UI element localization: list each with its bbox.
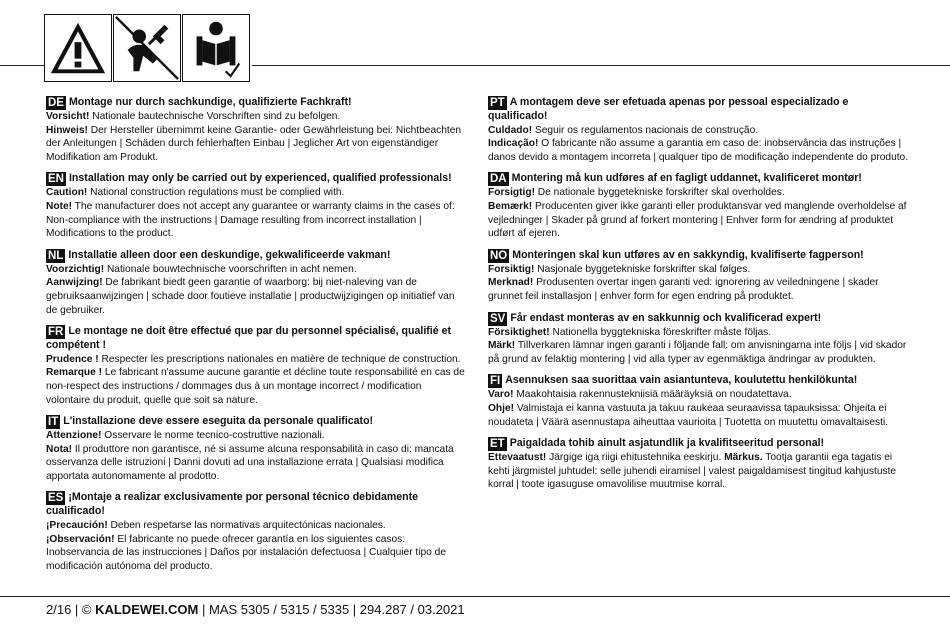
language-block-et: [488, 437, 910, 492]
block-heading: [46, 172, 468, 186]
block-heading: [488, 172, 910, 186]
caution-line: [488, 326, 910, 367]
caution-label: Culdado!: [488, 124, 533, 136]
no-diy-installation-icon: [113, 14, 181, 82]
note-label: Merknad!: [488, 277, 534, 289]
note-text: Valmistaja ei kanna vastuuta ja takuu raukeaa seuraavissa tapauksissa: Ohjeita ei noudateta | Väärä asennustapa aiheuttaa vaurioita | Tuotetta on muutettu omavaltaisesti.: [488, 402, 889, 428]
caution-line: [46, 186, 468, 240]
heading-text: Montering må kun udføres af en fagligt uddannet, kvalificeret montør!: [511, 172, 862, 185]
note-text: Tillverkaren lämnar ingen garanti i följande fall: om anvisningarna inte följs | vid skador på grund av felaktig montering | vid alla typer av egenmäktiga ändringar av produkten.: [488, 340, 907, 365]
caution-line: [488, 263, 910, 304]
block-heading: [488, 437, 910, 451]
note-label: Ohje!: [488, 402, 515, 414]
page-footer: [46, 602, 465, 617]
caution-text: Järgige iga riigi ehitustehnika eeskirju.: [546, 452, 725, 464]
heading-text: Får endast monteras av en sakkunnig och kvalificerad expert!: [510, 311, 822, 324]
caution-text: De nationale byggetekniske forskrifter skal overholdes.: [534, 187, 785, 199]
footer-page: 2/16 | ©: [46, 602, 96, 617]
language-block-es: [46, 491, 468, 573]
caution-line: [46, 429, 468, 483]
note-label: Remarque !: [46, 367, 103, 379]
note-text: O fabricante não assume a garantia em caso de: inobservância das instruções | danos devido a montagem incorreta | qualquer tipo de modificação independente do produto.: [488, 138, 909, 163]
language-block-de: [46, 96, 468, 164]
caution-label: Voorzichtig!: [46, 263, 105, 275]
heading-text: Asennuksen saa suorittaa vain asiantunteva, koulutettu henkilökunta!: [505, 374, 858, 387]
language-block-sv: [488, 312, 910, 367]
heading-text: L'installazione deve essere eseguita da personale qualificato!: [63, 415, 374, 428]
caution-label: Attenzione!: [46, 430, 102, 442]
block-heading: [488, 249, 910, 263]
note-text: Producenten giver ikke garanti eller produktansvar ved manglende overholdelse af vejledninger | Skader på grund af forkert montering | Enhver form for ændring af produktet udført af ejeren.: [488, 200, 907, 240]
caution-text: Nasjonale byggetekniske forskrifter skal følges.: [534, 263, 751, 275]
block-heading: [488, 374, 910, 388]
language-badge: DA: [490, 173, 507, 186]
caution-label: Forsigtig!: [488, 187, 535, 199]
caution-label: Försiktighet!: [488, 326, 550, 338]
note-text: De fabrikant biedt geen garantie of waarborg: bij niet-naleving van de gebruiksaanwijzingen | schade door foutieve installatie | productwijzigingen op initiatief van de gebruiker.: [46, 277, 455, 316]
caution-label: Ettevaatust!: [488, 452, 547, 464]
caution-text: Nationale bautechnische Vorschriften sind zu befolgen.: [89, 111, 341, 122]
caution-line: [488, 388, 910, 429]
caution-text: Nationale bouwtechnische voorschriften in acht nemen.: [104, 263, 357, 275]
caution-label: ¡Precaución!: [46, 520, 108, 532]
block-heading: [46, 415, 468, 429]
caution-line: [46, 519, 468, 573]
caution-text: Respecter les prescriptions nationales en matière de technique de construction.: [98, 353, 461, 365]
caution-text: Maakohtaisia rakennustekniisiä määräyksiä on noudatettava.: [513, 389, 792, 401]
heading-text: Installation may only be carried out by experienced, qualified professionals!: [68, 172, 452, 185]
language-badge: EN: [48, 173, 64, 186]
heading-text: Installatie alleen door een deskundige, gekwalificeerde vakman!: [68, 248, 391, 261]
caution-text: Nationella byggtekniska föreskrifter måste följas.: [549, 326, 772, 338]
note-label: Hinweis!: [46, 124, 88, 136]
safety-icon-strip: [44, 14, 252, 84]
note-text: The manufacturer does not accept any guarantee or warranty claims in the cases of: Non-compliance with the instructions | Damage resulting from incorrect installation | Modifications to the product.: [46, 200, 455, 240]
read-instructions-icon: [182, 14, 250, 82]
caution-label: Vorsicht!: [46, 111, 90, 122]
note-label: Note!: [46, 200, 73, 212]
block-heading: [488, 312, 910, 326]
block-heading: [46, 249, 468, 263]
heading-text: Le montage ne doit être effectué que par du personnel spécialisé, qualifié et compétent !: [46, 325, 451, 352]
caution-line: [488, 124, 910, 165]
caution-label: Varo!: [488, 389, 514, 401]
footer-brand: KALDEWEI.COM: [95, 602, 199, 617]
block-heading: [46, 96, 468, 110]
note-text: Der Hersteller übernimmt keine Garantie- oder Gewährleistung bei: Nichtbeachten der Anleitungen | Schäden durch fehlerhaften Einbau | Jeglicher Art von eigenständiger Modifikation am Produkt.: [46, 124, 462, 163]
language-badge: FR: [48, 326, 64, 339]
language-badge: NL: [48, 249, 64, 262]
language-badge: NO: [490, 249, 508, 262]
heading-text: A montagem deve ser efetuada apenas por pessoal especializado e qualificado!: [488, 96, 849, 122]
block-heading: [46, 491, 468, 519]
caution-label: Prudence !: [46, 353, 99, 365]
caution-text: National construction regulations must be complied with.: [87, 187, 345, 199]
language-block-it: [46, 415, 468, 483]
language-badge: DE: [48, 97, 64, 109]
caution-text: Osservare le norme tecnico-costruttive nazionali.: [101, 430, 325, 442]
language-block-nl: [46, 249, 468, 317]
heading-text: Paigaldada tohib ainult asjatundlik ja kvalifitseeritud personal!: [509, 437, 825, 450]
caution-line: [46, 110, 468, 164]
caution-line: [488, 186, 910, 240]
note-label: Märkus.: [724, 452, 763, 464]
note-label: ¡Observación!: [46, 533, 115, 545]
language-badge: PT: [490, 97, 505, 109]
language-badge: IT: [48, 416, 59, 429]
note-label: Bemærk!: [488, 200, 533, 212]
right-column: [488, 96, 910, 500]
heading-text: ¡Montaje a realizar exclusivamente por personal técnico debidamente cualificado!: [46, 491, 419, 518]
note-label: Aanwijzing!: [46, 277, 103, 289]
note-text: Tootja garantii ega tagatis ei kehti järgmistel juhtudel: selle juhendi eiramisel | valest paigaldamisest tingitud kahjustuste korral | toote igasuguse omavolilise muutmise korral.: [488, 452, 897, 491]
language-badge: FI: [490, 375, 501, 388]
note-label: Indicação!: [488, 138, 539, 150]
block-heading: [488, 96, 910, 124]
language-block-en: [46, 172, 468, 240]
footer-rule: [0, 596, 950, 597]
language-block-da: [488, 172, 910, 240]
caution-line: [46, 263, 468, 317]
heading-text: Monteringen skal kun utføres av en sakkyndig, kvalifiserte fagperson!: [512, 248, 864, 261]
language-badge: SV: [490, 312, 506, 325]
note-label: Nota!: [46, 443, 73, 455]
footer-meta: | MAS 5305 / 5315 / 5335 | 294.287 / 03.2021: [198, 602, 465, 617]
note-text: El fabricante no puede ofrecer garantía en los siguientes casos: Inobservancia de las instrucciones | Daños por instalación defectuosa | Cualquier tipo de modificación autónoma del producto.: [46, 533, 447, 572]
note-text: Il produttore non garantisce, né si assume alcuna responsabilità in caso di: mancata osservanza delle istruzioni | Danni dovuti ad una installazione errata | Qualsiasi modifica apportata autonomamente al prodotto.: [46, 443, 454, 482]
warning-icon: [44, 14, 112, 82]
language-badge: ES: [48, 492, 64, 505]
note-text: Le fabricant n'assume aucune garantie et décline toute responsabilité en cas de non-respect des instructions / dommages dus à un montage incorrect / modification volontaire du produit, quelle que soit sa nature.: [46, 367, 465, 406]
left-column: [46, 96, 468, 581]
language-block-fi: [488, 374, 910, 429]
note-text: Produsenten overtar ingen garanti ved: ignorering av veiledningene | skader grunnet feil installasjon | enhver form for egen endring på produktet.: [488, 277, 879, 302]
note-label: Märk!: [488, 340, 516, 352]
language-block-pt: [488, 96, 910, 164]
language-badge: ET: [490, 438, 505, 451]
caution-label: Forsiktig!: [488, 263, 535, 275]
language-block-fr: [46, 325, 468, 407]
language-block-no: [488, 249, 910, 304]
caution-label: Caution!: [46, 187, 88, 199]
caution-text: Seguir os regulamentos nacionais de construção.: [532, 124, 759, 136]
caution-line: [46, 353, 468, 407]
block-heading: [46, 325, 468, 353]
heading-text: Montage nur durch sachkundige, qualifizierte Fachkraft!: [68, 96, 352, 108]
caution-line: [488, 451, 910, 492]
caution-text: Deben respetarse las normativas arquitectónicas nacionales.: [107, 520, 386, 532]
